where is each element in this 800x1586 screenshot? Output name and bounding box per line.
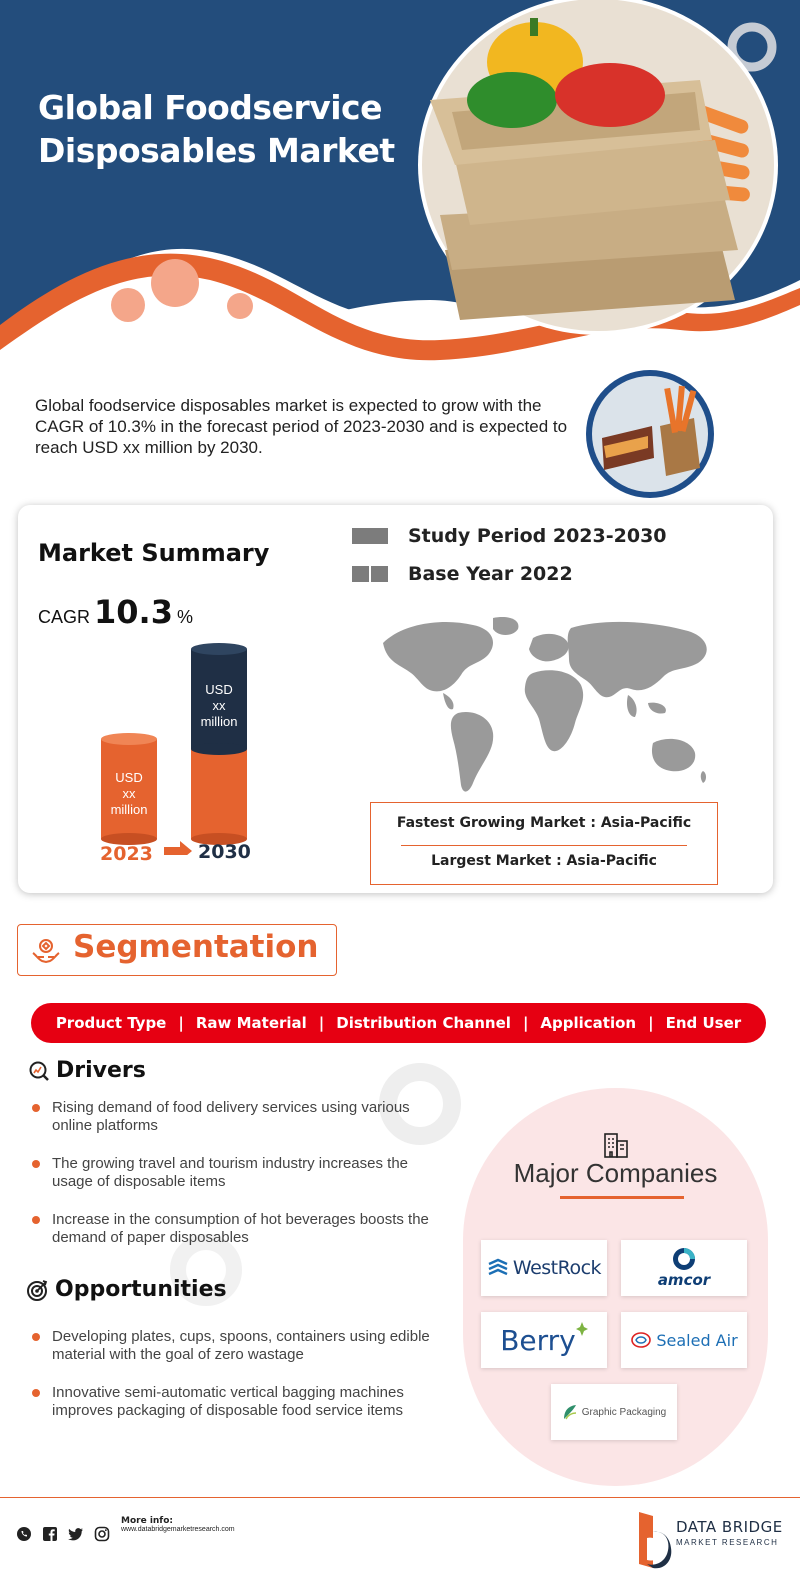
sealed-air-icon [630,1331,652,1349]
segment-application[interactable]: Application [540,1014,637,1032]
intro-text: Global foodservice disposables market is expected to grow with the CAGR of 10.3% in the forecast period of 2023-2030 and is expected to reach USD xx million by 2030. [35,396,568,457]
segment-end-user[interactable]: End User [665,1014,742,1032]
cylinder-2030 [191,643,247,845]
website-link[interactable]: www.databridgemarketresearch.com [121,1526,235,1533]
logo-graphic-packaging [551,1384,677,1440]
market-divider [401,845,687,846]
header-banner [0,0,800,370]
intro-food-image [582,368,718,500]
segmentation-bar [31,1003,766,1043]
logo-amcor [621,1240,747,1296]
year-start: 2023 [100,843,153,865]
berry-text: Berry [500,1323,576,1357]
building-icon [603,1131,629,1159]
segment-separator: | [318,1014,325,1032]
westrock-icon [487,1257,509,1279]
year-end: 2030 [198,841,251,863]
westrock-text: WestRock [512,1257,602,1279]
more-info [121,1516,235,1533]
list-item: Increase in the consumption of hot beverages boosts the demand of paper disposables [32,1211,432,1247]
market-summary-card [18,505,773,893]
data-bridge-logo-icon [633,1508,673,1572]
opportunities-title: Opportunities [55,1277,227,1302]
study-period-swatch [352,528,388,544]
bar-2030-label [191,682,247,730]
cagr-display [38,593,193,631]
segment-product-type[interactable]: Product Type [55,1014,167,1032]
amcor-text: amcor [657,1271,711,1289]
bar-2023-label [101,770,157,818]
base-year-text: Base Year 2022 [408,563,573,585]
brand-tagline: MARKET RESEARCH [676,1538,779,1547]
graphic-packaging-text: Graphic Packaging [581,1406,667,1418]
arrow-right-icon [164,841,192,855]
brand-name: DATA BRIDGE [676,1518,783,1536]
base-year-swatch [352,566,388,582]
segment-separator: | [648,1014,654,1032]
drivers-magnifier-icon [28,1060,50,1082]
graphic-packaging-icon [562,1403,578,1421]
segment-separator: | [522,1014,529,1032]
hero-food-image [418,0,778,335]
segment-separator: | [178,1014,184,1032]
title-line-1: Global Foodservice [38,88,382,127]
list-item: Developing plates, cups, spoons, containers using edible material with the goal of zero wastage [32,1328,432,1364]
drivers-heading [28,1058,146,1083]
logo-berry [481,1312,607,1368]
opportunities-target-icon [25,1278,49,1302]
segmentation-title: Segmentation [73,929,319,965]
opportunities-list [32,1328,432,1440]
major-companies-underline [560,1196,684,1199]
opportunities-heading [25,1277,227,1302]
bar-2023-unit: million [110,802,148,817]
market-summary-title: Market Summary [38,539,270,567]
page-title [38,86,438,172]
twitter-icon[interactable] [68,1526,84,1542]
title-line-2: Disposables Market [38,131,395,170]
cagr-value: 10.3 [94,593,173,631]
bar-2023-currency: USD [115,770,143,785]
logo-sealed-air [621,1312,747,1368]
more-info-label: More info: [121,1516,174,1526]
whatsapp-icon[interactable] [16,1526,32,1542]
footer-divider [0,1497,800,1498]
largest-market: Largest Market : Asia-Pacific [431,853,657,869]
world-map-icon [373,613,718,803]
segment-raw-material[interactable]: Raw Material [195,1014,307,1032]
base-year-row [352,563,573,585]
deco-circle-large [151,259,199,307]
sealed-air-text: Sealed Air [656,1330,738,1350]
amcor-icon [667,1247,701,1271]
drivers-list [32,1099,432,1267]
bar-2030-value: xx [212,698,226,713]
list-item: The growing travel and tourism industry increases the usage of disposable items [32,1155,432,1191]
drivers-title: Drivers [56,1058,146,1083]
bar-2030-unit: million [200,714,238,729]
facebook-icon[interactable] [42,1526,58,1542]
growth-cylinders [18,635,278,855]
instagram-icon[interactable] [94,1526,110,1542]
bar-2023-value: xx [122,786,136,801]
deco-circle-small [111,288,145,322]
segment-distribution-channel[interactable]: Distribution Channel [336,1014,511,1032]
logo-westrock [481,1240,607,1296]
list-item: Innovative semi-automatic vertical bagging machines improves packaging of disposable food service items [32,1384,432,1420]
cagr-unit: % [176,607,193,627]
study-period-text: Study Period 2023-2030 [408,525,667,547]
header-background [0,0,800,370]
berry-leaf-icon [576,1322,588,1336]
fastest-growing-market: Fastest Growing Market : Asia-Pacific [396,815,692,831]
cagr-label: CAGR [38,607,91,627]
study-period-row [352,525,667,547]
major-companies-title: Major Companies [513,1158,718,1188]
deco-circle-tiny [227,293,253,319]
list-item: Rising demand of food delivery services using various online platforms [32,1099,432,1135]
market-highlights [370,802,718,885]
segmentation-heading [17,924,337,976]
segmentation-hands-icon [30,935,62,967]
bar-2030-currency: USD [205,682,233,697]
